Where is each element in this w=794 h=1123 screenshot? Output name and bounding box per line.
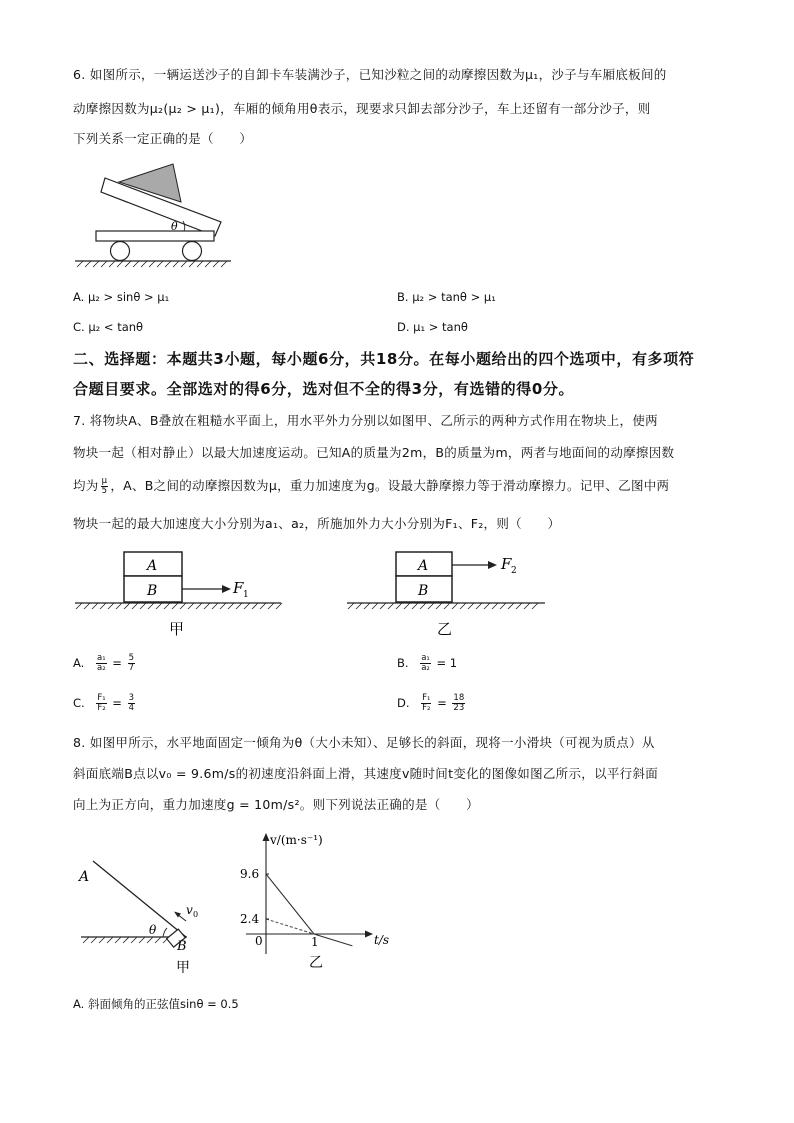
theta-label: θ — [171, 220, 178, 233]
q7-line3-rest: ，A、B之间的动摩擦因数为μ，重力加速度为g。设最大静摩擦力等于滑动摩擦力。记甲、乙图中两 — [110, 478, 670, 493]
section2-heading-line2: 合题目要求。全部选对的得6分，选对但不全的得3分，有选错的得0分。 — [73, 380, 575, 398]
angle-arc — [163, 928, 167, 937]
q7-stem-line4: 物块一起的最大加速度大小分别为a₁、a₂，所施加外力大小分别为F₁、F₂，则（ ） — [73, 516, 561, 531]
block-b-label: B — [418, 583, 429, 599]
frac-numerator: a₁ — [96, 653, 106, 663]
ground-hatch — [77, 261, 227, 267]
q6-option-c[interactable]: C. μ₂ < tanθ — [73, 320, 144, 334]
q6-option-d[interactable]: D. μ₁ > tanθ — [397, 320, 468, 334]
x-axis-arrowhead — [365, 931, 373, 938]
frac-numerator: F₁ — [422, 693, 431, 703]
figure-caption-yi: 乙 — [309, 955, 323, 971]
q7-line3-prefix: 均为 — [73, 478, 99, 493]
q7-option-c[interactable] — [73, 694, 137, 713]
frac-numerator: 3 — [128, 693, 135, 703]
x-tick-label: 1 — [311, 935, 319, 949]
frac-denominator: a₂ — [96, 663, 106, 673]
x-axis-label: t/s — [374, 933, 390, 947]
q8-vt-graph — [230, 826, 405, 982]
frac-denominator: 7 — [128, 663, 134, 673]
block-a-label: A — [147, 558, 158, 574]
v0-label: v — [186, 903, 193, 917]
frac-denominator: F₂ — [422, 703, 431, 713]
q7-stem-line2: 物块一起（相对静止）以最大加速度运动。已知A的质量为2m，B的质量为m，两者与地面间的动摩擦因数 — [73, 445, 675, 460]
q6-stem-line3: 下列关系一定正确的是（ ） — [73, 131, 253, 146]
q8-stem-line2: 斜面底端B点以v₀ = 9.6m/s的初速度沿斜面上滑，其速度v随时间t变化的图像如图乙所示，以平行斜面 — [73, 766, 659, 781]
ratio-value — [128, 654, 135, 673]
wheel-left — [111, 242, 130, 261]
y-axis-arrowhead — [263, 833, 270, 841]
ratio-value — [452, 694, 465, 713]
q8-stem-line3: 向上为正方向，重力加速度g = 10m/s²。则下列说法正确的是（ ） — [73, 797, 479, 812]
q8-option-a[interactable]: A. 斜面倾角的正弦值sinθ = 0.5 — [73, 997, 239, 1011]
q7-figure-jia — [73, 548, 285, 640]
equals-sign: = — [112, 696, 122, 710]
ratio-a1-a2 — [420, 654, 431, 673]
v0-subscript: 0 — [193, 910, 199, 919]
force-subscript: 1 — [243, 590, 249, 600]
frac-numerator: F₁ — [97, 693, 106, 703]
frac-numerator: μ — [101, 476, 108, 486]
force-subscript: 2 — [511, 566, 517, 576]
block-b-label: B — [147, 583, 158, 599]
frac-denominator: 5 — [101, 486, 108, 496]
ground-hatch — [83, 937, 169, 943]
velocity-line — [266, 874, 352, 946]
q7-mu-over-5 — [101, 477, 109, 496]
frac-numerator: 5 — [128, 653, 134, 663]
q6-option-b[interactable]: B. μ₂ > tanθ > μ₁ — [397, 290, 496, 304]
frac-denominator: a₂ — [421, 663, 430, 673]
point-b-label: B — [177, 939, 187, 954]
q7-figure-yi — [345, 548, 551, 640]
figure-caption-jia: 甲 — [169, 620, 185, 638]
incline-surface — [93, 861, 186, 937]
force-arrowhead — [222, 585, 231, 593]
ratio-value — [128, 694, 135, 713]
option-letter: D. — [397, 696, 410, 710]
q7-option-b[interactable] — [397, 654, 457, 673]
y-tick-label: 9.6 — [240, 867, 260, 881]
equals-sign: = — [112, 656, 122, 670]
dump-truck-figure — [73, 162, 233, 270]
dashed-extension-line — [266, 919, 314, 934]
force-label: F — [233, 579, 244, 597]
y-tick-label: 2.4 — [240, 912, 260, 926]
block-a-label: A — [418, 558, 429, 574]
force-label: F — [501, 555, 512, 573]
y-axis-label: v/(m·s⁻¹) — [270, 833, 323, 847]
frac-denominator: 4 — [128, 703, 135, 713]
force-arrowhead — [488, 561, 497, 569]
origin-label: 0 — [255, 934, 263, 948]
q8-stem-line1: 8. 如图甲所示，水平地面固定一倾角为θ（大小未知）、足够长的斜面，现将一小滑块（可视为质点）从 — [73, 735, 655, 750]
q7-stem-line3 — [73, 477, 669, 496]
option-letter: B. — [397, 656, 409, 670]
ratio-f1-f2 — [421, 694, 431, 713]
ground-hatch — [76, 603, 282, 609]
frac-denominator: 23 — [453, 703, 465, 713]
q6-stem-line1: 6. 如图所示，一辆运送沙子的自卸卡车装满沙子，已知沙粒之间的动摩擦因数为μ₁，沙子与车厢底板间的 — [73, 67, 667, 82]
ratio-f1-f2 — [96, 694, 106, 713]
frac-denominator: F₂ — [97, 703, 106, 713]
wheel-right — [183, 242, 202, 261]
frac-numerator: 18 — [453, 693, 465, 703]
truck-chassis — [96, 231, 214, 241]
q7-option-a[interactable] — [73, 654, 137, 673]
point-a-label: A — [79, 869, 90, 885]
ground-hatch — [348, 603, 538, 609]
figure-caption-jia: 甲 — [176, 960, 190, 976]
figure-caption-yi: 乙 — [437, 620, 453, 638]
option-letter: C. — [73, 696, 85, 710]
q6-option-a[interactable]: A. μ₂ > sinθ > μ₁ — [73, 290, 170, 304]
q6-stem-line2: 动摩擦因数为μ₂(μ₂ > μ₁)，车厢的倾角用θ表示，现要求只卸去部分沙子，车上还留有一部分沙子，则 — [73, 101, 651, 116]
ratio-a1-a2 — [96, 654, 107, 673]
frac-numerator: a₁ — [421, 653, 430, 663]
section2-heading-line1: 二、选择题：本题共3小题，每小题6分，共18分。在每小题给出的四个选项中，有多项符 — [73, 350, 695, 368]
equals-value: = 1 — [436, 656, 458, 670]
option-letter: A. — [73, 656, 85, 670]
q8-incline-figure — [73, 855, 213, 981]
q7-stem-line1: 7. 将物块A、B叠放在粗糙水平面上，用水平外力分别以如图甲、乙所示的两种方式作用在物块上，使两 — [73, 413, 658, 428]
q7-option-d[interactable] — [397, 694, 467, 713]
theta-label: θ — [149, 923, 157, 937]
equals-sign: = — [437, 696, 447, 710]
